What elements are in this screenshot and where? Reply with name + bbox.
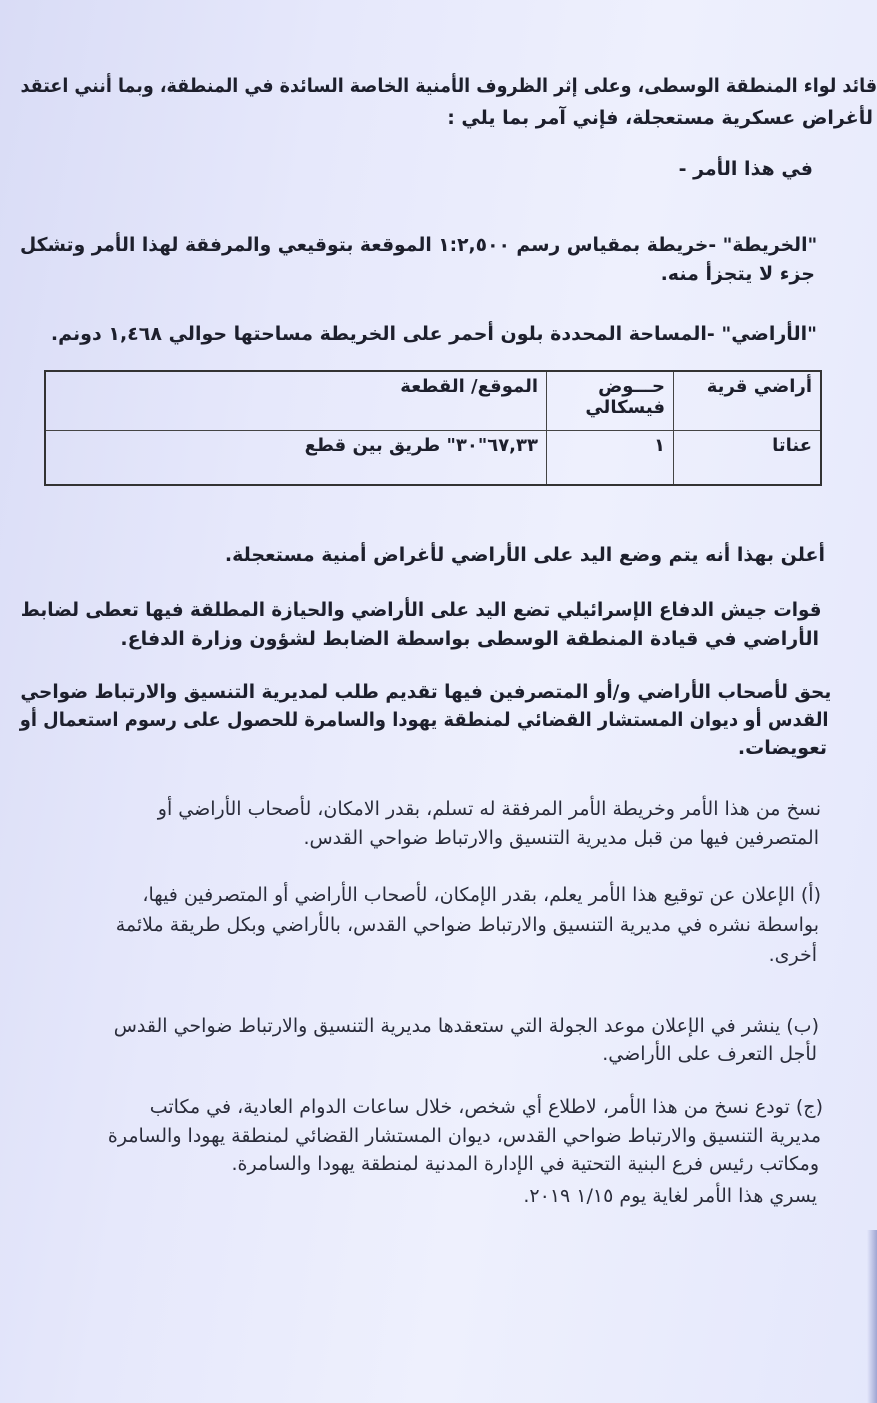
compensation-line-3: تعويضات. [737,737,827,759]
possession-line-2: الأراضي في قيادة المنطقة الوسطى بواسطة الضابط لشؤون وزارة الدفاع. [120,628,819,650]
compensation-line-1: يحق لأصحاب الأراضي و/أو المتصرفين فيها تقديم طلب لمديرية التنسيق والارتباط ضواحي [20,681,831,703]
table-cell-village: عناتا [674,431,822,486]
table-header-location: الموقع/ القطعة [45,371,547,431]
deposit-c-line-3: ومكاتب رئيس فرع البنية التحتية في الإدارة المدنية لمنطقة يهودا والسامرة. [231,1153,819,1175]
table-header-village: أراضي قرية [674,371,822,431]
declaration: أعلن بهذا أنه يتم وضع اليد على الأراضي لأغراض أمنية مستعجلة. [224,544,825,566]
lands-definition: "الأراضي" -المساحة المحددة بلون أحمر على الخريطة مساحتها حوالي ١,٤٦٨ دونم. [50,323,817,345]
possession-line-1: قوات جيش الدفاع الإسرائيلي تضع اليد على الأراضي والحيازة المطلقة فيها تعطى لضابط [20,599,821,621]
copies-line-1: نسخ من هذا الأمر وخريطة الأمر المرفقة له تسلم، بقدر الامكان، لأصحاب الأراضي أو [157,798,821,820]
intro-line-2: لأغراض عسكرية مستعجلة، فإني آمر بما يلي : [447,107,873,129]
page-edge-shadow [867,1230,877,1403]
table-header-row [45,371,821,431]
table-row [45,431,821,486]
intro-line-1: قائد لواء المنطقة الوسطى، وعلى إثر الظروف الأمنية الخاصة السائدة في المنطقة، وبما أنني اعتقد [20,75,877,97]
land-table [44,370,822,486]
table-cell-location: ٦٧,٣٣"٣٠" طريق بين قطع [45,431,547,486]
table-header-basin: حـــوض فيسكالي [547,371,674,431]
map-definition-line-2: جزء لا يتجزأ منه. [660,263,815,285]
map-definition-line-1: "الخريطة" -خريطة بمقياس رسم ١:٢,٥٠٠ الموقعة بتوقيعي والمرفقة لهذا الأمر وتشكل [19,234,817,256]
announcement-a-line-2: بواسطة نشره في مديرية التنسيق والارتباط ضواحي القدس، بالأراضي وبكل طريقة ملائمة [115,914,819,936]
announcement-b-line-2: لأجل التعرف على الأراضي. [602,1043,817,1065]
announcement-a-line-3: أخرى. [768,944,817,966]
deposit-c-line-1: (ج) تودع نسخ من هذا الأمر، لاطلاع أي شخص، خلال ساعات الدوام العادية، في مكاتب [149,1096,823,1118]
announcement-b-line-1: (ب) ينشر في الإعلان موعد الجولة التي ستعقدها مديرية التنسيق والارتباط ضواحي القدس [113,1015,819,1037]
table-cell-basin: ١ [547,431,674,486]
copies-line-2: المتصرفين فيها من قبل مديرية التنسيق والارتباط ضواحي القدس. [303,827,819,849]
deposit-c-line-2: مديرية التنسيق والارتباط ضواحي القدس، ديوان المستشار القضائي لمنطقة يهودا والسامرة [107,1125,821,1147]
compensation-line-2: القدس أو ديوان المستشار القضائي لمنطقة يهودا والسامرة للحصول على رسوم استعمال أو [20,709,829,731]
validity-line: يسري هذا الأمر لغاية يوم ١/١٥ ٢٠١٩. [523,1185,817,1207]
announcement-a-line-1: (أ) الإعلان عن توقيع هذا الأمر يعلم، بقدر الإمكان، لأصحاب الأراضي أو المتصرفين فيها، [142,884,821,906]
definitions-heading: في هذا الأمر - [678,158,813,180]
